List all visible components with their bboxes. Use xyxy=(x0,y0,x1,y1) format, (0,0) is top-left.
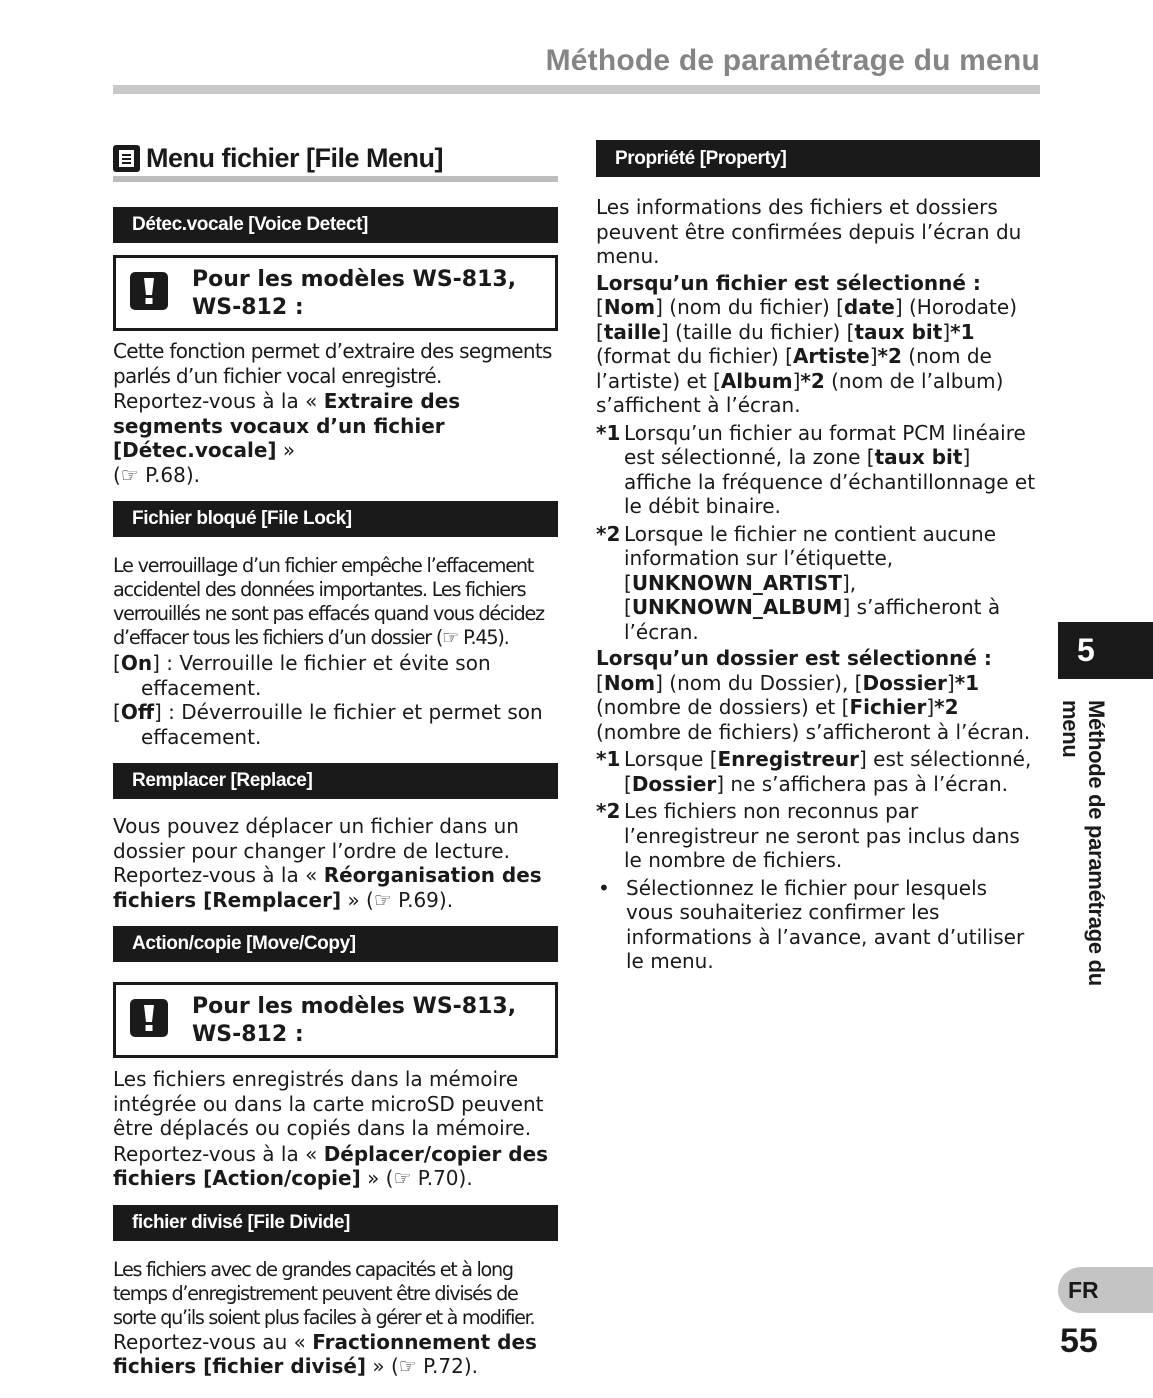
chapter-tab: 5 xyxy=(1058,622,1153,679)
reference: Reportez-vous à la « Déplacer/copier des fichiers [Action/copie] » (☞ P.70). xyxy=(113,1141,549,1190)
section-heading-file-lock: Fichier bloqué [File Lock] xyxy=(113,501,558,537)
page-number: 55 xyxy=(1060,1322,1098,1360)
file-menu-icon xyxy=(113,145,140,172)
section-heading-replace: Remplacer [Replace] xyxy=(113,763,558,799)
reference-page: (☞ P.68). xyxy=(113,462,201,487)
note-text: Pour les modèles WS-813, WS-812 : xyxy=(192,267,517,320)
folder-info-paragraph: [Nom] (nom du Dossier), [Dossier]*1 (nombre de dossiers) et [Fichier]*2 (nombre de fichiers) s’afficheront à l’écran. xyxy=(596,670,1031,744)
section-heading-file-divide: fichier divisé [File Divide] xyxy=(113,1205,558,1241)
header-rule xyxy=(113,85,1040,94)
footnote: *2 Les fichiers non reconnus par l’enregistreur ne seront pas inclus dans le nombre de fichiers. xyxy=(596,799,1020,872)
footnote: *2 Lorsque le fichier ne contient aucune information sur l’étiquette, [UNKNOWN_ARTIST], [UNKNOWN_ALBUM] s’afficheront à l’écran. xyxy=(596,521,1001,644)
language-tab: FR xyxy=(1058,1267,1153,1313)
file-selected-heading: Lorsqu’un fichier est sélectionné : xyxy=(596,270,981,295)
paragraph: Les fichiers enregistrés dans la mémoire intégrée ou dans la carte microSD peuvent être déplacés ou copiés dans la mémoire. xyxy=(113,1067,544,1140)
warning-icon xyxy=(130,999,168,1037)
reference: Reportez-vous au « Fractionnement des fichiers [fichier divisé] » (☞ P.72). xyxy=(113,1329,537,1378)
page-header-title: Méthode de paramétrage du menu xyxy=(545,44,1040,77)
bullet-item: • Sélectionnez le fichier pour lesquels vous souhaiteriez confirmer les informations à l’avance, avant d’utiliser le menu. xyxy=(598,875,1025,973)
paragraph: Le verrouillage d’un fichier empêche l’effacement accidentel des données importantes. Les fichiers verrouillés ne sont pas effacés quand vous décidez d’effacer tous les fichiers d’un dossier (☞ P.45). xyxy=(113,554,544,649)
right-column xyxy=(596,140,1040,974)
menu-title xyxy=(113,143,558,182)
reference: Reportez-vous à la « Réorganisation des fichiers [Remplacer] » (☞ P.69). xyxy=(113,863,542,912)
paragraph: Les fichiers avec de grandes capacités et à long temps d’enregistrement peuvent être divisés de sorte qu’ils soient plus faciles à gérer et à modifier. xyxy=(113,1257,535,1329)
footnote: *1 Lorsqu’un fichier au format PCM linéaire est sélectionné, la zone [taux bit] affiche la fréquence d’échantillonnage et le débit binaire. xyxy=(596,420,1036,518)
footnote: *1 Lorsque [Enregistreur] est sélectionné, [Dossier] ne s’affichera pas à l’écran. xyxy=(596,747,1032,796)
section-heading-property: Propriété [Property] xyxy=(596,140,1040,177)
note-text: Pour les modèles WS-813, WS-812 : xyxy=(192,994,517,1047)
paragraph: Vous pouvez déplacer un fichier dans un dossier pour changer l’ordre de lecture. xyxy=(113,814,519,863)
intro-paragraph: Les informations des fichiers et dossiers peuvent être confirmées depuis l’écran du menu. xyxy=(596,195,1022,268)
folder-selected-heading: Lorsqu’un dossier est sélectionné : xyxy=(596,646,992,670)
option-on: [On] : Verrouille le fichier et évite son effacement. xyxy=(113,651,491,700)
note-box xyxy=(113,982,558,1058)
menu-title-text: Menu fichier [File Menu] xyxy=(146,143,444,173)
paragraph: Cette fonction permet d’extraire des segments parlés d’un fichier vocal enregistré. xyxy=(113,339,552,388)
side-chapter-label: Méthode de paramétrage du menu xyxy=(1058,700,1109,986)
reference: Reportez-vous à la « Extraire des segments vocaux d’un fichier [Détec.vocale] » xyxy=(113,389,461,462)
option-off: [Off] : Déverrouille le fichier et permet son effacement. xyxy=(113,700,543,749)
note-box xyxy=(113,255,558,331)
section-heading-move-copy: Action/copie [Move/Copy] xyxy=(113,926,558,962)
file-info-paragraph: [Nom] (nom du fichier) [date] (Horodate) [taille] (taille du fichier) [taux bit]*1 (format du fichier) [Artiste]*2 (nom de l’artiste) et [Album]*2 (nom de l’album) s’affichent à l’écran. xyxy=(596,295,1018,417)
left-column xyxy=(113,140,558,1379)
section-heading-voice-detect: Détec.vocale [Voice Detect] xyxy=(113,207,558,243)
warning-icon xyxy=(130,272,168,310)
